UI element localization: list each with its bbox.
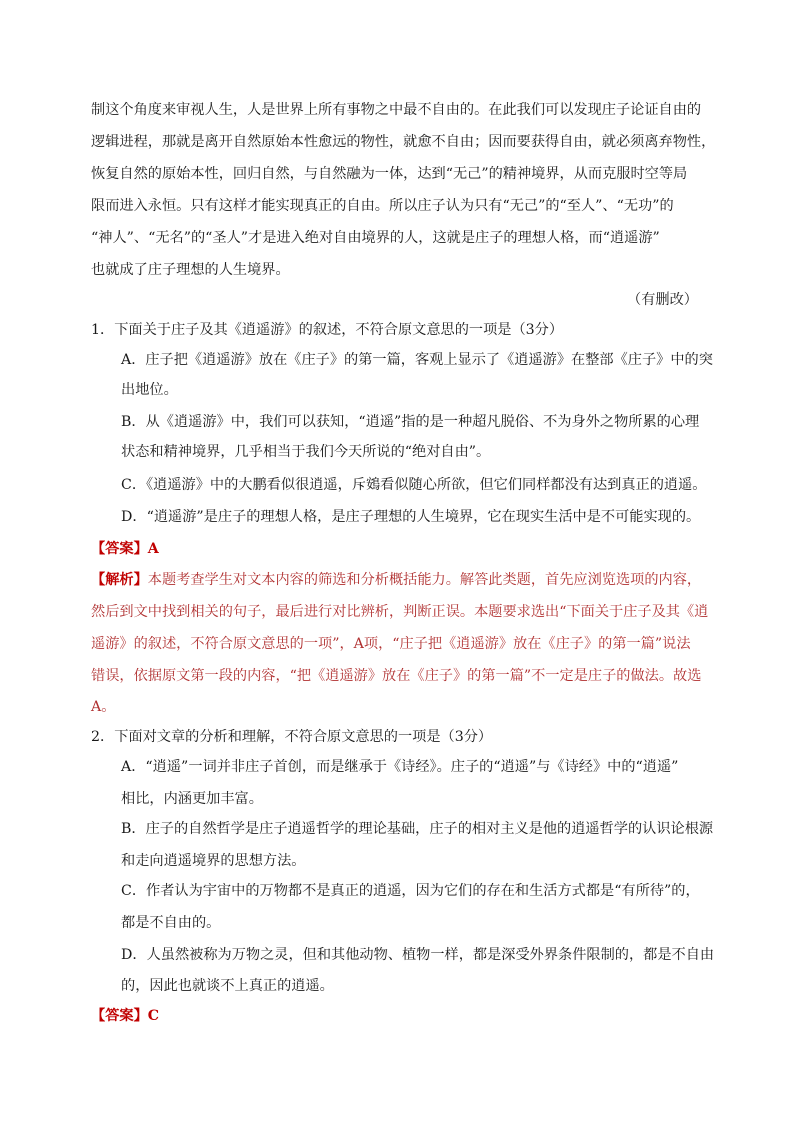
analysis-text: 本题考查学生对文本内容的筛选和分析概括能力。解答此类题，首先应浏览选项的内容， — [147, 572, 702, 588]
passage-line: 限而进入永恒。只有这样才能实现真正的自由。所以庄子认为只有“无己”的“至人”、“无功”的 — [91, 198, 674, 214]
q1-option-b-cont: 状态和精神境界，几乎相当于我们今天所说的“绝对自由”。 — [121, 444, 491, 460]
q2-option-c-cont: 都是不自由的。 — [121, 915, 221, 931]
answer-value: A — [147, 541, 159, 557]
q1-option-c: C．《逍遥游》中的大鹏看似很逍遥，斥鴳看似随心所欲，但它们同样都没有达到真正的逍遥。 — [121, 477, 707, 493]
q2-option-c: C．作者认为宇宙中的万物都不是真正的逍遥，因为它们的存在和生活方式都是“有所待”的， — [121, 883, 700, 899]
q1-analysis-line: 错误，依据原文第一段的内容，“把《逍遥游》放在《庄子》的第一篇”不一定是庄子的做法。故选 — [91, 668, 702, 684]
q1-analysis-line: 然后到文中找到相关的句子，最后进行对比辨析，判断正误。本题要求选出“下面关于庄子及其《逍 — [91, 604, 709, 620]
source-credit: （有删改） — [627, 292, 698, 308]
q1-option-a: A．庄子把《逍遥游》放在《庄子》的第一篇，客观上显示了《逍遥游》在整部《庄子》中的突 — [121, 352, 713, 368]
q2-option-b-cont: 和走向逍遥境界的思想方法。 — [121, 853, 306, 869]
q2-option-a-cont: 相比，内涵更加丰富。 — [121, 791, 263, 807]
answer-tag: 【答案】 — [91, 1008, 148, 1024]
q2-answer — [91, 1006, 159, 1026]
question-1-stem: 1．下面关于庄子及其《逍遥游》的叙述，不符合原文意思的一项是（3分） — [91, 322, 564, 338]
q1-analysis-line: 遥游》的叙述，不符合原文意思的一项”，A项，“庄子把《逍遥游》放在《庄子》的第一篇”说法 — [91, 636, 691, 652]
q1-analysis — [91, 570, 701, 590]
passage-line: 逻辑进程，那就是离开自然原始本性愈远的物性，就愈不自由；因而要获得自由，就必须离弃物性， — [91, 134, 716, 150]
answer-tag: 【答案】 — [91, 541, 148, 557]
analysis-tag: 【解析】 — [91, 572, 148, 588]
q1-analysis-line: A。 — [91, 699, 116, 715]
answer-value: C — [147, 1008, 160, 1024]
passage-line: 恢复自然的原始本性，回归自然，与自然融为一体，达到“无己”的精神境界，从而克服时空等局 — [91, 166, 688, 182]
q2-option-d: D．人虽然被称为万物之灵，但和其他动物、植物一样，都是深受外界条件限制的，都是不自由 — [121, 947, 715, 963]
q2-option-b: B．庄子的自然哲学是庄子逍遥哲学的理论基础，庄子的相对主义是他的逍遥哲学的认识论根源 — [121, 821, 714, 837]
passage-line: 也就成了庄子理想的人生境界。 — [91, 262, 290, 278]
q1-option-d: D．“逍遥游”是庄子的理想人格，是庄子理想的人生境界，它在现实生活中是不可能实现的。 — [121, 509, 701, 525]
q2-option-d-cont: 的，因此也就谈不上真正的逍遥。 — [121, 978, 334, 994]
q2-option-a: A．“逍遥”一词并非庄子首创，而是继承于《诗经》。庄子的“逍遥”与《诗经》中的“逍遥” — [121, 759, 679, 775]
passage-line: “神人”、“无名”的“圣人”才是进入绝对自由境界的人，这就是庄子的理想人格，而“逍遥游” — [91, 230, 660, 246]
passage-line: 制这个角度来审视人生，人是世界上所有事物之中最不自由的。在此我们可以发现庄子论证自由的 — [91, 102, 702, 118]
q1-option-a-cont: 出地位。 — [121, 382, 178, 398]
q1-answer — [91, 539, 159, 559]
q1-option-b: B．从《逍遥游》中，我们可以获知，“逍遥”指的是一种超凡脱俗、不为身外之物所累的心理 — [121, 414, 700, 430]
question-2-stem: 2．下面对文章的分析和理解，不符合原文意思的一项是（3分） — [91, 729, 493, 745]
